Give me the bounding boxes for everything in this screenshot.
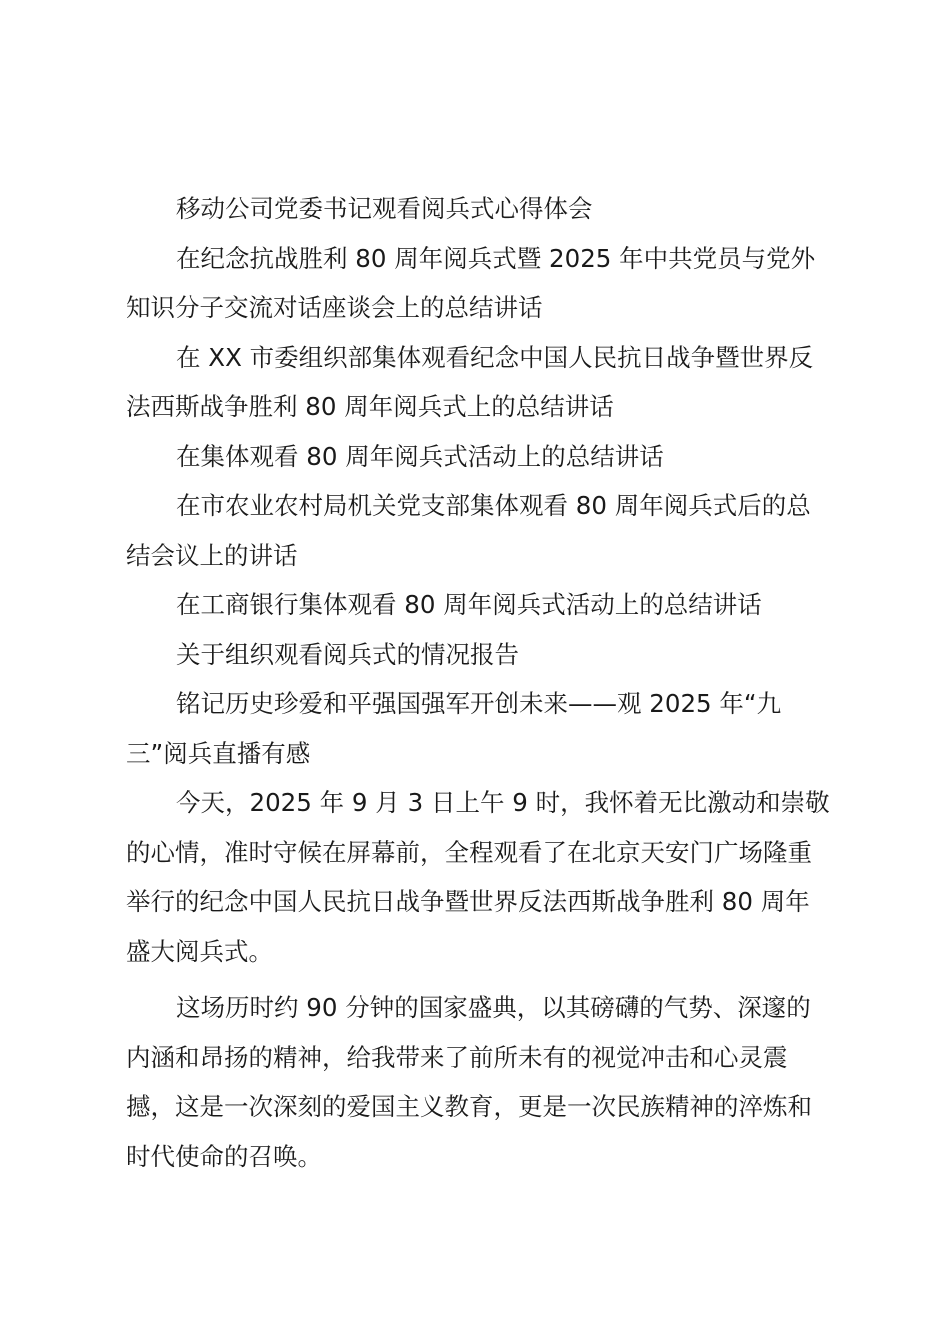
list-item: 在工商银行集体观看 80 周年阅兵式活动上的总结讲话 <box>176 590 762 619</box>
list-item: 关于组织观看阅兵式的情况报告 <box>176 639 519 669</box>
body-paragraph: 今天，2025 年 9 月 3 日上午 9 时，我怀着无比激动和崇敬的心情，准时守候在屏幕前，全程观看了在北京天安门广场隆重举行的纪念中国人民抗日战争暨世界反法西斯战争胜利 80 周年盛大阅兵式。 <box>126 788 830 966</box>
list-item: 在 XX 市委组织部集体观看纪念中国人民抗日战争暨世界反法西斯战争胜利 80 周年阅兵式上的总结讲话 <box>126 342 814 421</box>
list-item: 在集体观看 80 周年阅兵式活动上的总结讲话 <box>176 441 664 471</box>
list-item: 铭记历史珍爱和平强国强军开创未来——观 2025 年“九三”阅兵直播有感 <box>126 689 782 768</box>
list-item: 在市农业农村局机关党支部集体观看 80 周年阅兵式后的总结会议上的讲话 <box>126 491 811 570</box>
document-body <box>126 184 834 1188</box>
list-item: 在纪念抗战胜利 80 周年阅兵式暨 2025 年中共党员与党外知识分子交流对话座谈会上的总结讲话 <box>126 243 816 322</box>
body-paragraph: 这场历时约 90 分钟的国家盛典，以其磅礴的气势、深邃的内涵和昂扬的精神，给我带来了前所未有的视觉冲击和心灵震撼，这是一次深刻的爱国主义教育，更是一次民族精神的淬炼和时代使命的召唤。 <box>126 993 812 1171</box>
list-item: 移动公司党委书记观看阅兵式心得体会 <box>176 194 593 223</box>
